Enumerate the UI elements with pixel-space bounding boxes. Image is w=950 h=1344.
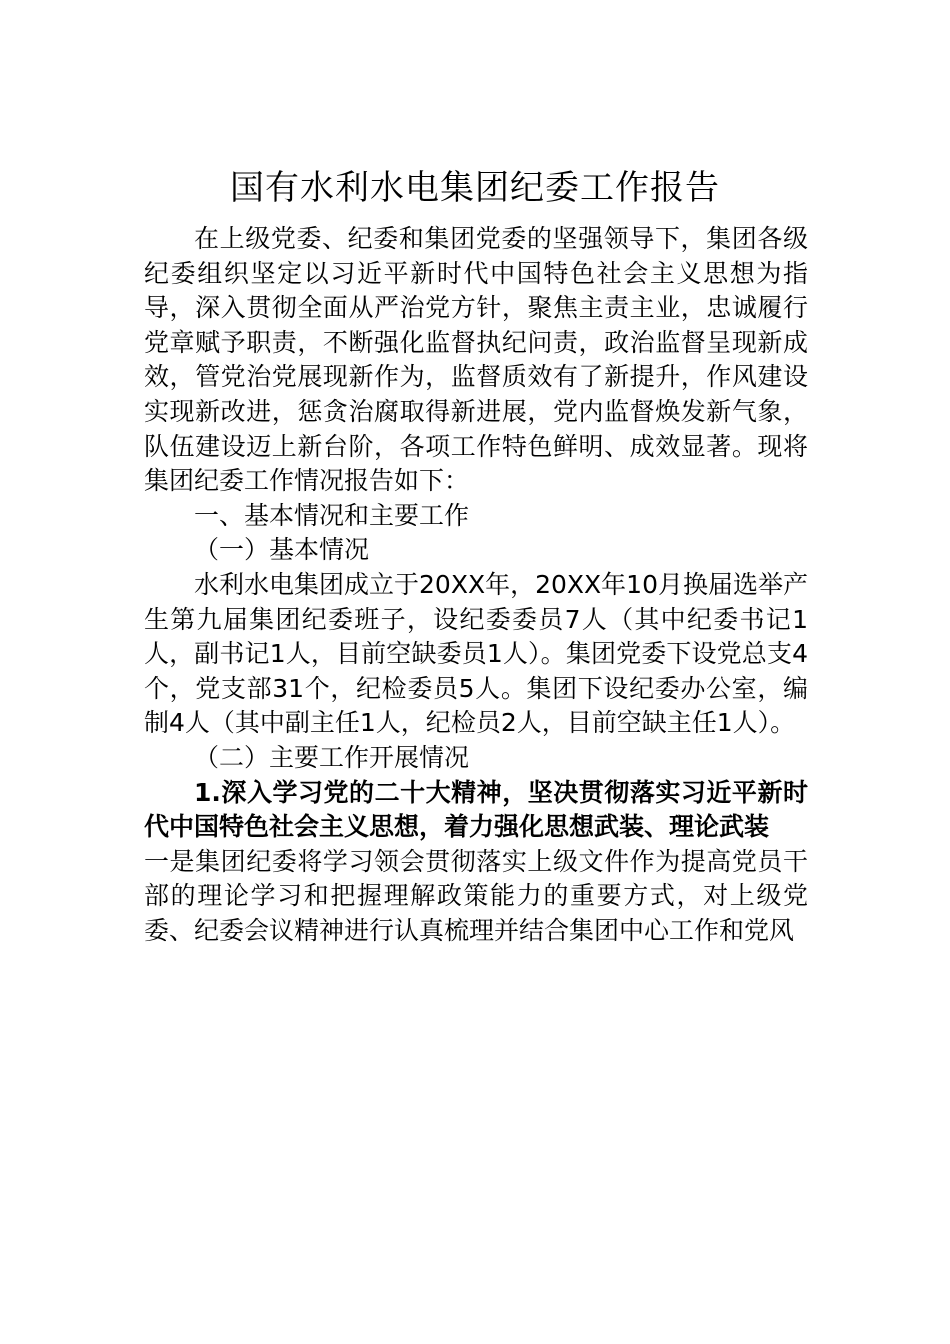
subsection-heading-main-work: （二）主要工作开展情况	[194, 742, 470, 772]
section-heading-basic-and-main-work: 一、基本情况和主要工作	[194, 500, 470, 530]
subsection-heading-basic-situation: （一）基本情况	[194, 535, 370, 565]
document-title: 国有水利水电集团纪委工作报告	[230, 168, 720, 208]
first-point-paragraph: 一是集团纪委将学习领会贯彻落实上级文件作为提高党员干部的理论学习和把握理解政策能力的重要方式，对上级党委、纪委会议精神进行认真梳理并结合集团中心工作和党风	[144, 846, 808, 945]
bold-item-heading: 1.深入学习党的二十大精神，坚决贯彻落实习近平新时代中国特色社会主义思想，着力强化思想武装、理论武装	[144, 777, 808, 842]
basic-situation-paragraph: 水利水电集团成立于20XX年，20XX年10月换届选举产生第九届集团纪委班子，设纪委委员7人（其中纪委书记1人，副书记1人，目前空缺委员1人）。集团党委下设党总支4个，党支部31个，纪检委员5人。集团下设纪委办公室，编制4人（其中副主任1人，纪检员2人，目前空缺主任1人）。	[144, 569, 808, 738]
intro-paragraph: 在上级党委、纪委和集团党委的坚强领导下，集团各级纪委组织坚定以习近平新时代中国特色社会主义思想为指导，深入贯彻全面从严治党方针，聚焦主责主业，忠诚履行党章赋予职责，不断强化监督执纪问责，政治监督呈现新成效，管党治党展现新作为，监督质效有了新提升，作风建设实现新改进，惩贪治腐取得新进展，党内监督焕发新气象，队伍建设迈上新台阶，各项工作特色鲜明、成效显著。现将集团纪委工作情况报告如下：	[144, 224, 808, 496]
document-body	[144, 222, 808, 948]
